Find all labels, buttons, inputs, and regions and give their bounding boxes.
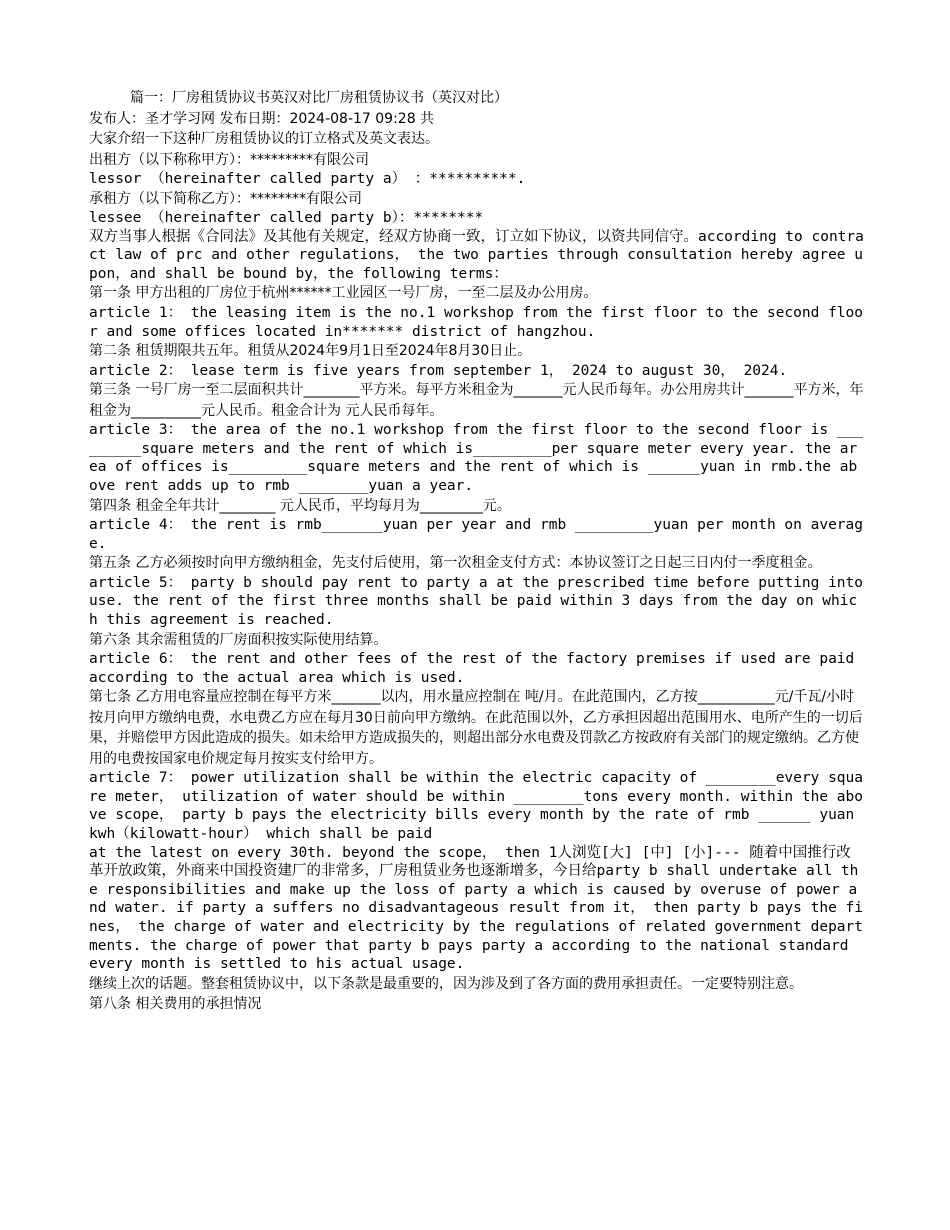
lessee-en: lessee （hereinafter called party b）：******** [89,210,484,227]
article-1-cn: 第一条 甲方出租的厂房位于杭州******工业园区一号厂房，一至二层及办公用房。 [89,285,598,302]
article-4-en: article 4： the rent is rmb_______yuan per year and rmb _________yuan per month on average. [89,517,863,552]
preamble: 双方当事人根据《合同法》及其他有关规定，经双方协商一致，订立如下协议，以资共同信守。according to contract law of prc and other regulations， the two parties through consultation hereby agree upon，and shall be bound by，the following terms： [89,228,864,282]
lessee-cn: 承租方（以下简称乙方）：********有限公司 [89,190,362,207]
lessor-cn: 出租方（以下称称甲方）：*********有限公司 [89,151,369,168]
article-2-en: article 2： lease term is five years from september 1， 2024 to august 30， 2024. [89,362,788,379]
article-4-cn: 第四条 租金全年共计________ 元人民币，平均每月为_________元。 [89,497,511,514]
article-3-en: article 3： the area of the no.1 workshop from the first floor to the second floor is _________square meters and the rent of which is_________per square meter every year. the area of offices is_________square meters and the rent of which is ______yuan in rmb.the above rent adds up to rmb ________yuan a year. [89,422,863,495]
continuation-note: 继续上次的话题。整套租赁协议中，以下条款是最重要的，因为涉及到了各方面的费用承担责任。一定要特别注意。 [89,975,803,992]
article-6-en: article 6： the rent and other fees of the rest of the factory premises if used are paid according to the actual area which is used. [89,651,855,686]
article-2-cn: 第二条 租赁期限共五年。租赁从2024年9月1日至2024年8月30日止。 [89,343,532,360]
article-1-en: article 1： the leasing item is the no.1 workshop from the first floor to the second floor and some offices located in******* district of hangzhou. [89,304,863,340]
article-7-cn: 第七条 乙方用电容量应控制在每平方米_______以内，用水量应控制在 吨/月。在此范围内，乙方按___________元/千瓦/小时按月向甲方缴纳电费，水电费乙方应在每月30日前向甲方缴纳。在此范围以外，乙方承担因超出范围用水、电所产生的一切后果，并赔偿甲方因此造成的损失。如未给甲方造成损失的，则超出部分水电费及罚款乙方按政府有关部门的规定缴纳。乙方使用的电费按国家电价规定每月按实支付给甲方。 [89,689,863,767]
article-7-en-continued: at the latest on every 30th. beyond the scope， then 1人浏览[大] [中] [小]--- 随着中国推行改革开放政策，外商来中国投资建厂的非常多，厂房租赁业务也逐渐增多，今日给party b shall undertake all the responsibilities and make up the loss of party a which is caused by overuse of power and water. if party a suffers no disadvantageous result from it， then party b pays the fines， the charge of water and electricity by the regulations of related government departments. the charge of power that party b pays party a according to the national standard every month is settled to his actual usage. [89,844,863,973]
lessor-en: lessor （hereinafter called party a） ：**********. [89,171,526,187]
publish-meta: 发布人：圣才学习网 发布日期：2024-08-17 09:28 共 [89,110,435,127]
article-6-cn: 第六条 其余需租赁的厂房面积按实际使用结算。 [89,631,388,648]
article-5-cn: 第五条 乙方必须按时向甲方缴纳租金，先支付后使用，第一次租金支付方式：本协议签订之日起三日内付一季度租金。 [89,555,822,572]
article-3-cn: 第三条 一号厂房一至二层面积共计________平方米。每平方米租金为_______元人民币每年。办公用房共计_______平方米，年租金为__________元人民币。租金合计为 元人民币每年。 [89,382,864,419]
page-title: 篇一：厂房租赁协议书英汉对比厂房租赁协议书（英汉对比） [130,90,508,106]
article-8-heading: 第八条 相关费用的承担情况 [89,996,262,1013]
article-7-en: article 7： power utilization shall be within the electric capacity of ________every square meter， utilization of water should be within ________tons every month. within the above scope， party b pays the electricity bills every month by the rate of rmb ______ yuan kwh（kilowatt-hour） which shall be paid [89,770,863,843]
intro-text: 大家介绍一下这种厂房租赁协议的订立格式及英文表达。 [89,131,439,147]
document-body [89,88,864,1015]
article-5-en: article 5： party b should pay rent to party a at the prescribed time before putting into use. the rent of the first three months shall be paid within 3 days from the day on which this agreement is reached. [89,574,863,628]
